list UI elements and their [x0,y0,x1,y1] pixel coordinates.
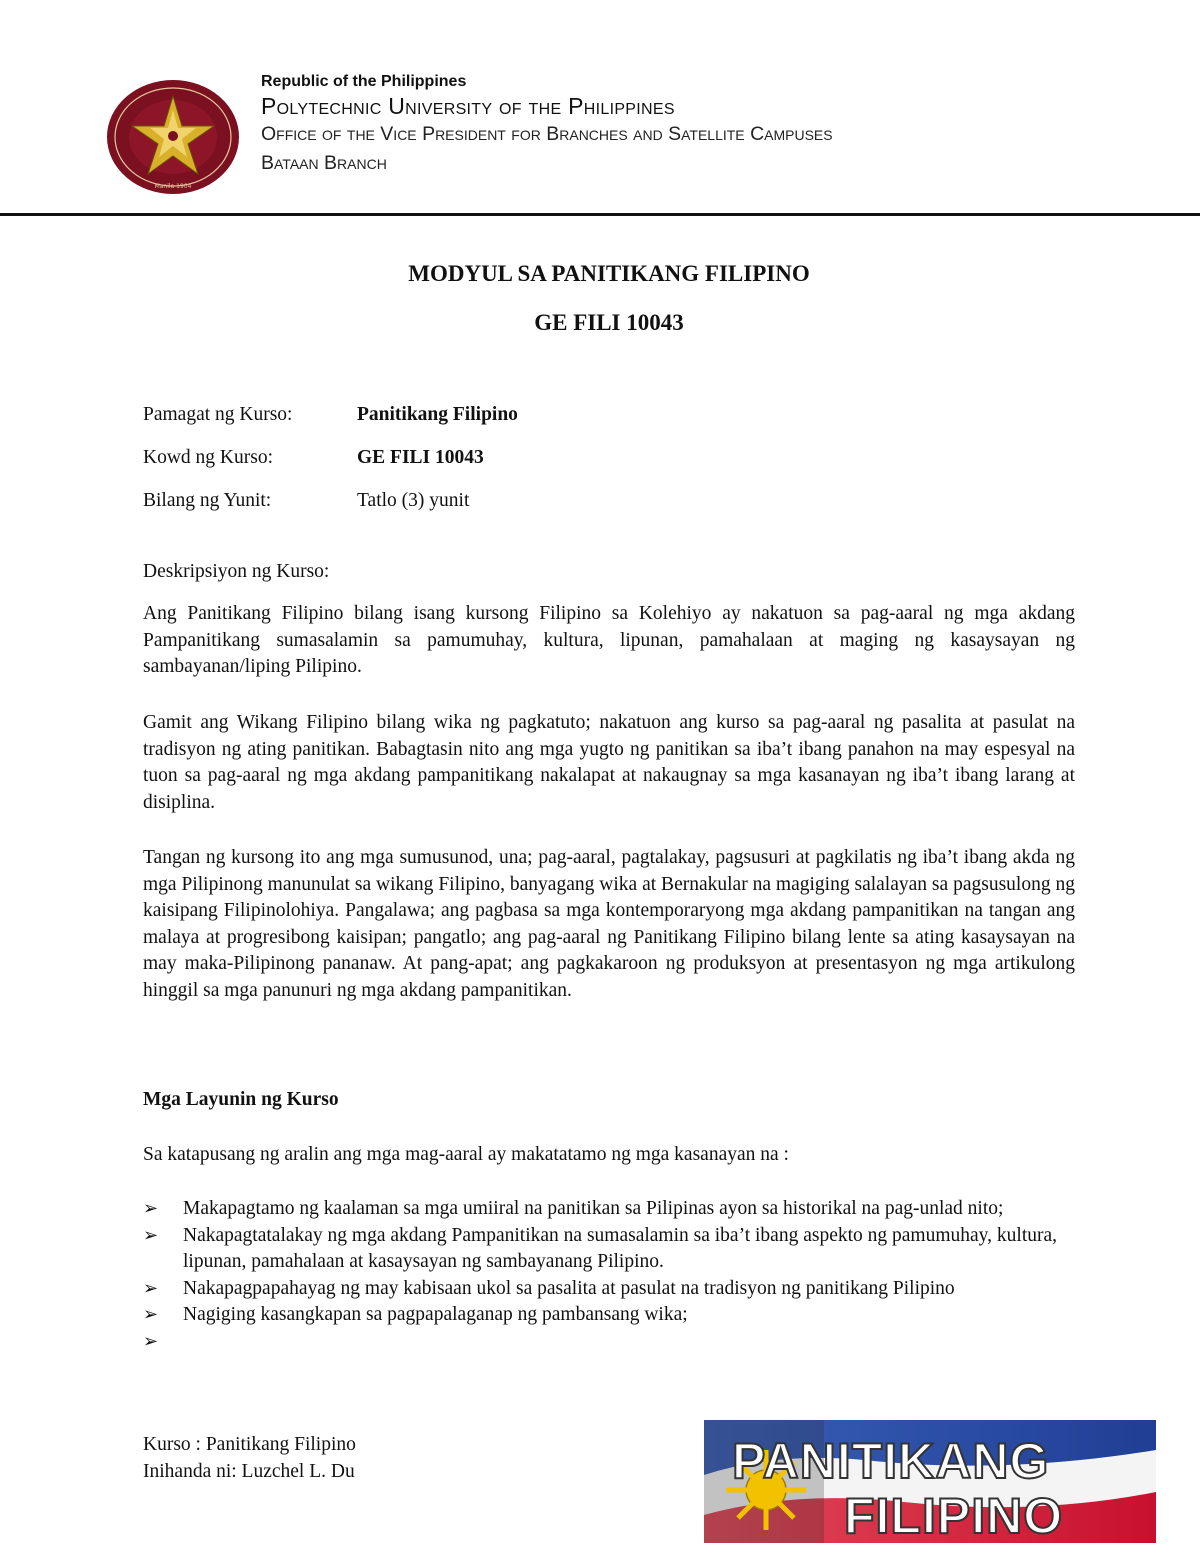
branch-name: Bataan Branch [261,152,387,174]
course-code-title: GE FILI 10043 [534,310,684,335]
info-value: Tatlo (3) yunit [357,490,470,511]
description-paragraph-3: Tangan ng kursong ito ang mga sumusunod, una; pag-aaral, pagtalakay, pagsusuri at pagkilatis ng iba’t ibang akda ng mga Pilipinong manunulat sa wikang Filipino, banyagang wika at Bernakular na magiging salalayan sa pagsusulong ng kaisipang Filipinolohiya. Pangalawa; ang pagbasa sa mga kontemporaryong mga akdang pampanitikan na tangan ang malaya at progresibong kaisipan; pangatlo; ang pag-aaral ng Panitikang Filipino bilang lente sa ating kasaysayan na may maka-Pilipinong pananaw. At pang-apat; ang pagkakaroon ng produksyon at presentasyon ng mga artikulong hinggil sa mga panunuri ng mga akdang pampanitikan. [143,847,1075,1001]
letterhead [0,0,1200,218]
svg-text:Manila 1904: Manila 1904 [154,183,192,190]
objectives-intro: Sa katapusang ng aralin ang mga mag-aaral ay makatatamo ng mga kasanayan na : [143,1144,789,1165]
course-info-row [143,404,518,426]
header-divider [0,213,1200,216]
list-item: ➢ Nagiging kasangkapan sa pagpapalaganap ng pambansang wika; [143,1302,1075,1329]
info-value: Panitikang Filipino [357,404,518,425]
objectives-heading: Mga Layunin ng Kurso [143,1089,339,1110]
office-name: Office of the Vice President for Branches and Satellite Campuses [261,123,833,145]
info-value: GE FILI 10043 [357,447,484,468]
info-label: Kowd ng Kurso: [143,447,273,468]
arrow-bullet-icon: ➢ [143,1198,159,1219]
panitikang-filipino-banner [704,1420,1156,1543]
info-label: Pamagat ng Kurso: [143,404,293,425]
list-item: ➢ Makapagtamo ng kaalaman sa mga umiiral na panitikan sa Pilipinas ayon sa historikal na pag-unlad nito; [143,1196,1075,1223]
arrow-bullet-icon: ➢ [143,1304,159,1325]
description-heading: Deskripsiyon ng Kurso: [143,561,330,582]
footer-course: Kurso : Panitikang Filipino [143,1434,356,1455]
banner-line2: FILIPINO [844,1488,1064,1543]
module-title: MODYUL SA PANITIKANG FILIPINO [408,261,810,286]
footer-prepared-by: Inihanda ni: Luzchel L. Du [143,1460,355,1482]
list-item: ➢ Nakapagtatalakay ng mga akdang Pampanitikan na sumasalamin sa iba’t ibang aspekto ng pamumuhay, kultura, lipunan, pamahalaan at kasaysayan ng sambayanang Pilipino. [143,1224,1058,1272]
banner-line1: PANITIKANG [732,1433,1050,1489]
arrow-bullet-icon: ➢ [143,1330,159,1352]
objectives-list [143,1196,1075,1355]
footer [143,1432,356,1485]
description-paragraph-1: Ang Panitikang Filipino bilang isang kursong Filipino sa Kolehiyo ay nakatuon sa pag-aaral ng mga akdang Pampanitikang sumasalamin sa pamumuhay, kultura, lipunan, pamahalaan at maging ng kasaysayan ng sambayanan/liping Pilipino. [143,603,1075,677]
pup-seal-icon [104,78,242,196]
course-info-row [143,490,469,512]
info-label: Bilang ng Yunit: [143,490,272,511]
course-info-row [143,447,484,469]
university-name: Polytechnic University of the Philippines [261,93,675,119]
list-item [143,1329,1075,1356]
arrow-bullet-icon: ➢ [143,1224,159,1246]
list-item: ➢ Nakapagpapahayag ng may kabisaan ukol sa pasalita at pasulat na tradisyon ng panitikang Pilipino [143,1276,1075,1303]
description-paragraph-2: Gamit ang Wikang Filipino bilang wika ng pagkatuto; nakatuon ang kurso sa pag-aaral ng pasalita at pasulat na tradisyon ng ating panitikan. Babagtasin nito ang mga yugto ng panitikan sa iba’t ibang panahon na may espesyal na tuon sa pag-aaral ng mga akdang pampanitikang nakalapat at nakaugnay sa mga kasanayan ng iba’t ibang larang at disiplina. [143,712,1075,813]
arrow-bullet-icon: ➢ [143,1277,159,1299]
republic-line: Republic of the Philippines [261,73,467,90]
